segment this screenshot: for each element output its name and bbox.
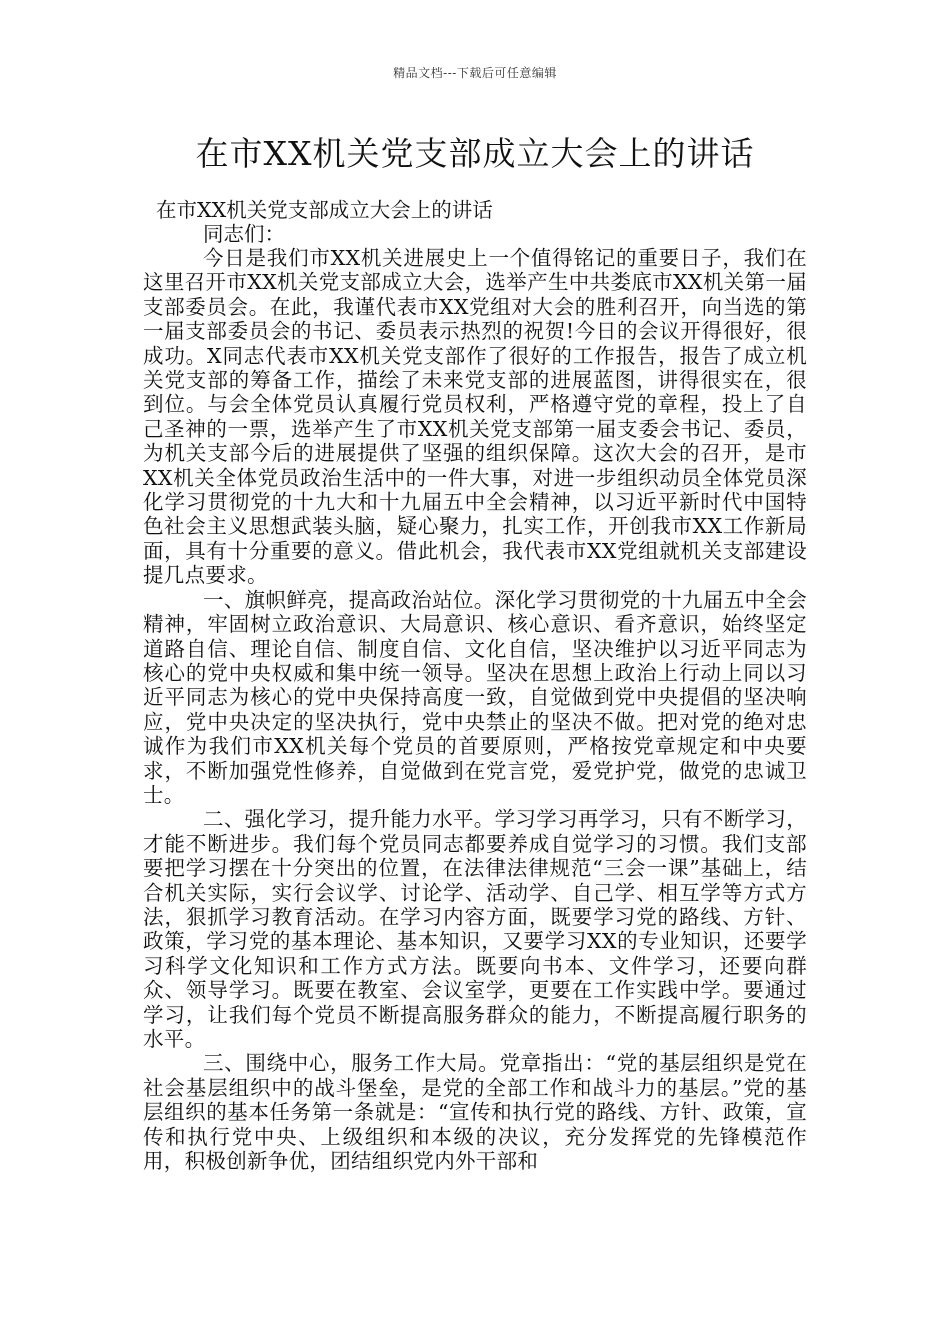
paragraph-intro: 今日是我们市XX机关进展史上一个值得铭记的重要日子，我们在这里召开市XX机关党支部成立大会，选举产生中共娄底市XX机关第一届支部委员会。在此，我谨代表市XX党组对大会的胜利召开，向当选的第一届支部委员会的书记、委员表示热烈的祝贺!今日的会议开得很好，很成功。X同志代表市XX机关党支部作了很好的工作报告，报告了成立机关党支部的筹备工作，描绘了未来党支部的进展蓝图，讲得很实在，很到位。与会全体党员认真履行党员权利，严格遵守党的章程，投上了自己圣神的一票，选举产生了市XX机关党支部第一届支委会书记、委员，为机关支部今后的进展提供了坚强的组织保障。这次大会的召开，是市XX机关全体党员政治生活中的一件大事，对进一步组织动员全体党员深化学习贯彻党的十九大和十九届五中全会精神，以习近平新时代中国特色社会主义思想武装头脑，疑心聚力，扎实工作，开创我市XX工作新局面，具有十分重要的意义。借此机会，我代表市XX党组就机关支部建设提几点要求。 <box>143 246 807 588</box>
paragraph-section-2: 二、强化学习，提升能力水平。学习学习再学习，只有不断学习，才能不断进步。我们每个党员同志都要养成自觉学习的习惯。我们支部要把学习摆在十分突出的位置，在法律法律规范“三会一课”基础上，结合机关实际，实行会议学、讨论学、活动学、自己学、相互学等方式方法，狠抓学习教育活动。在学习内容方面，既要学习党的路线、方针、政策，学习党的基本理论、基本知识，又要学习XX的专业知识，还要学习科学文化知识和工作方式方法。既要向书本、文件学习，还要向群众、领导学习。既要在教室、会议室学，更要在工作实践中学。要通过学习，让我们每个党员不断提高服务群众的能力，不断提高履行职务的水平。 <box>143 807 807 1051</box>
header-note: 精品文档---下载后可任意编辑 <box>393 66 557 80</box>
document-subtitle: 在市XX机关党支部成立大会上的讲话 <box>156 198 493 222</box>
salutation: 同志们： <box>203 222 285 246</box>
document-body <box>143 198 807 1173</box>
document-title: 在市XX机关党支部成立大会上的讲话 <box>195 134 755 173</box>
paragraph-section-3: 三、围绕中心，服务工作大局。党章指出：“党的基层组织是党在社会基层组织中的战斗堡垒，是党的全部工作和战斗力的基层。”党的基层组织的基本任务第一条就是：“宣传和执行党的路线、方针、政策，宣传和执行党中央、上级组织和本级的决议，充分发挥党的先锋模范作用，积极创新争优，团结组织党内外干部和 <box>143 1051 807 1174</box>
paragraph-section-1: 一、旗帜鲜亮，提高政治站位。深化学习贯彻党的十九届五中全会精神，牢固树立政治意识、大局意识、核心意识、看齐意识，始终坚定道路自信、理论自信、制度自信、文化自信，坚决维护以习近平同志为核心的党中央权威和集中统一领导。坚决在思想上政治上行动上同以习近平同志为核心的党中央保持高度一致，自觉做到党中央提倡的坚决响应，党中央决定的坚决执行，党中央禁止的坚决不做。把对党的绝对忠诚作为我们市XX机关每个党员的首要原则，严格按党章规定和中央要求，不断加强党性修养，自觉做到在党言党，爱党护党，做党的忠诚卫士。 <box>143 587 807 807</box>
